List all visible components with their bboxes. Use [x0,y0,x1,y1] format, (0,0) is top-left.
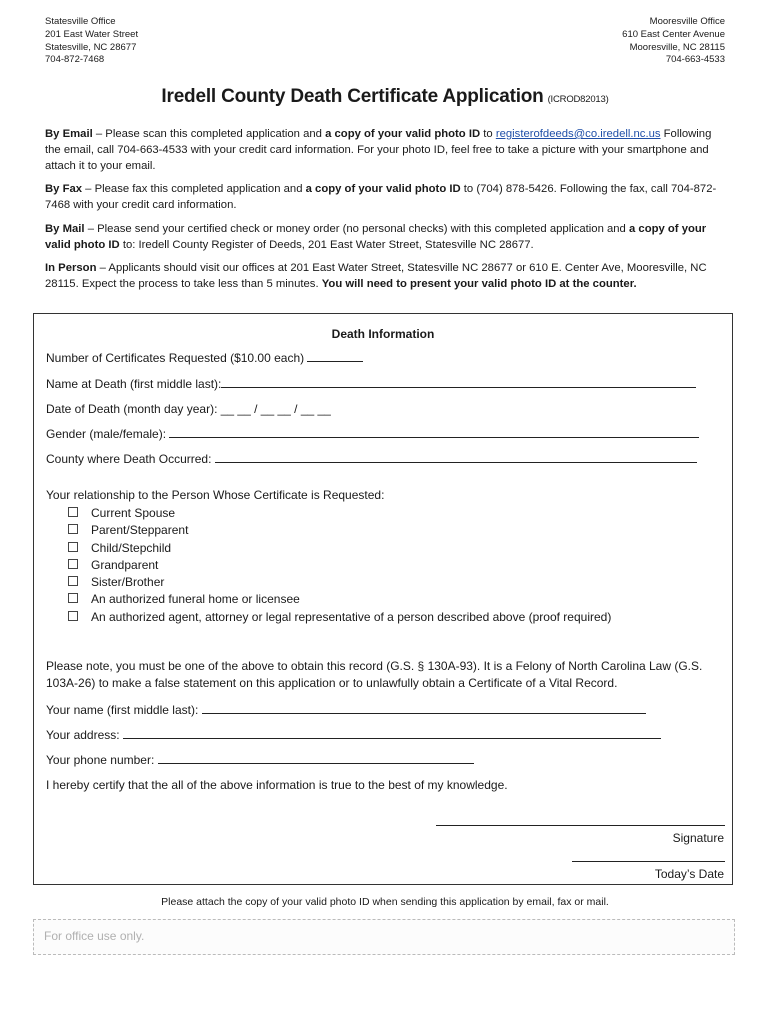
relationship-options [68,505,611,626]
your-name-field [46,703,646,717]
signature-label: Signature [672,831,724,845]
person-label: In Person [45,262,97,274]
attach-note: Please attach the copy of your valid photo ID when sending this application by email, fax or mail. [161,896,609,908]
date-of-death-field[interactable] [46,402,331,416]
your-name-label: Your name (first middle last): [46,703,202,717]
relationship-option[interactable] [68,540,611,557]
name-at-death-label: Name at Death (first middle last): [46,377,222,391]
address-line: 610 East Center Avenue [622,28,725,40]
checkbox[interactable] [68,559,78,569]
address-line: Mooresville, NC 28115 [629,41,725,53]
fax-label: By Fax [45,183,83,195]
mail-text: – Please send your certified check or money order (no personal checks) with this completed application and [84,223,629,235]
fax-bold: a copy of your valid photo ID [305,183,461,195]
relationship-option[interactable] [68,574,611,591]
office-use-label: For office use only. [44,929,145,943]
email-bold: a copy of your valid photo ID [325,128,481,140]
date-label: Today’s Date [654,867,724,881]
signature-line[interactable] [436,824,725,826]
statesville-office-address [45,16,138,67]
county-field [46,452,697,466]
date-of-death-label: Date of Death (month day year): __ __ / __ __ / __ __ [46,402,331,416]
gender-field [46,427,699,441]
section-title: Death Information [331,327,435,341]
legal-note: Please note, you must be one of the above to obtain this record (G.S. § 130A-93). It is a Felony of North Carolina Law (G.S. 103A-26) to make a false statement on this application or to unlawfully obtain a Certificate of a Vital Record. [46,659,703,690]
office-use-box [33,919,735,955]
checkbox[interactable] [68,542,78,552]
gender-label: Gender (male/female): [46,427,170,441]
option-label: Current Spouse [91,506,176,520]
death-information-form [33,313,733,885]
mooresville-office-address [622,16,725,67]
option-label: Grandparent [91,557,159,572]
your-name-input[interactable] [202,703,646,714]
relationship-option[interactable] [68,557,611,574]
checkbox[interactable] [68,576,78,586]
relationship-option[interactable] [68,522,611,539]
address-line: 201 East Water Street [45,28,139,40]
option-label: An authorized agent, attorney or legal representative of a person described above (proof required) [91,609,612,624]
relationship-option[interactable] [68,591,611,608]
county-label: County where Death Occurred: [46,452,215,466]
address-line: 704-663-4533 [665,54,725,66]
your-phone-field [46,753,474,767]
address-line: Statesville Office [45,16,116,27]
your-address-input[interactable] [123,728,661,739]
your-phone-label: Your phone number: [46,753,158,767]
email-text: Following the email, call 704-663-4533 with your credit card information. For your photo ID, feel free to take a picture with your smartphone and attach it to your email. [45,128,712,172]
mail-label: By Mail [45,223,85,235]
person-text: – Applicants should visit our offices at 201 East Water Street, Statesville NC 28677 or 610 E. Center Ave, Mooresville, NC 28115. Expect the process to take less than 5 minutes. [45,262,707,290]
mail-bold: a copy of your valid photo ID [45,223,707,251]
certify-statement: I hereby certify that the all of the above information is true to the best of my knowledge. [46,778,508,792]
instruction-in-person [45,261,725,293]
date-line[interactable] [572,860,725,862]
relationship-title: Your relationship to the Person Whose Certificate is Requested: [46,488,385,502]
instruction-email [45,127,725,174]
person-bold: You will need to present your valid photo ID at the counter. [321,277,637,290]
num-certificates-input[interactable] [307,351,363,362]
form-code: (ICROD82013) [547,94,609,105]
your-phone-input[interactable] [158,753,474,764]
relationship-option[interactable] [68,505,611,522]
checkbox[interactable] [68,507,78,517]
checkbox[interactable] [68,524,78,534]
page-title [0,86,770,108]
option-label: Parent/Stepparent [91,523,189,538]
email-label: By Email [45,128,93,140]
fax-text: to (704) 878-5426. Following the fax, call 704-872-7468 with your credit card information. [45,183,717,211]
title-text: Iredell County Death Certificate Application [161,86,544,107]
option-label: An authorized funeral home or licensee [91,592,300,607]
instruction-fax [45,182,725,214]
num-certificates-field [46,351,363,365]
email-link[interactable]: registerofdeeds@co.iredell.nc.us [495,128,661,140]
your-address-field [46,728,661,742]
option-label: Sister/Brother [91,575,165,590]
email-text: – Please scan this completed application and [92,128,326,140]
address-line: 704-872-7468 [45,54,105,66]
instruction-mail [45,222,725,254]
checkbox[interactable] [68,593,78,603]
num-certificates-label: Number of Certificates Requested ($10.00 each) [46,351,308,365]
checkbox[interactable] [68,611,78,621]
name-at-death-input[interactable] [221,377,696,388]
gender-input[interactable] [169,427,699,438]
address-line: Statesville, NC 28677 [45,41,137,53]
county-input[interactable] [215,452,697,463]
relationship-option[interactable] [68,609,611,626]
name-at-death-field [46,377,696,391]
address-line: Mooresville Office [649,16,725,27]
option-label: Child/Stepchild [91,540,172,555]
email-text: to [480,128,496,140]
mail-text: to: Iredell County Register of Deeds, 201 East Water Street, Statesville NC 28677. [119,238,534,251]
your-address-label: Your address: [46,728,123,742]
fax-text: – Please fax this completed application and [82,183,306,195]
